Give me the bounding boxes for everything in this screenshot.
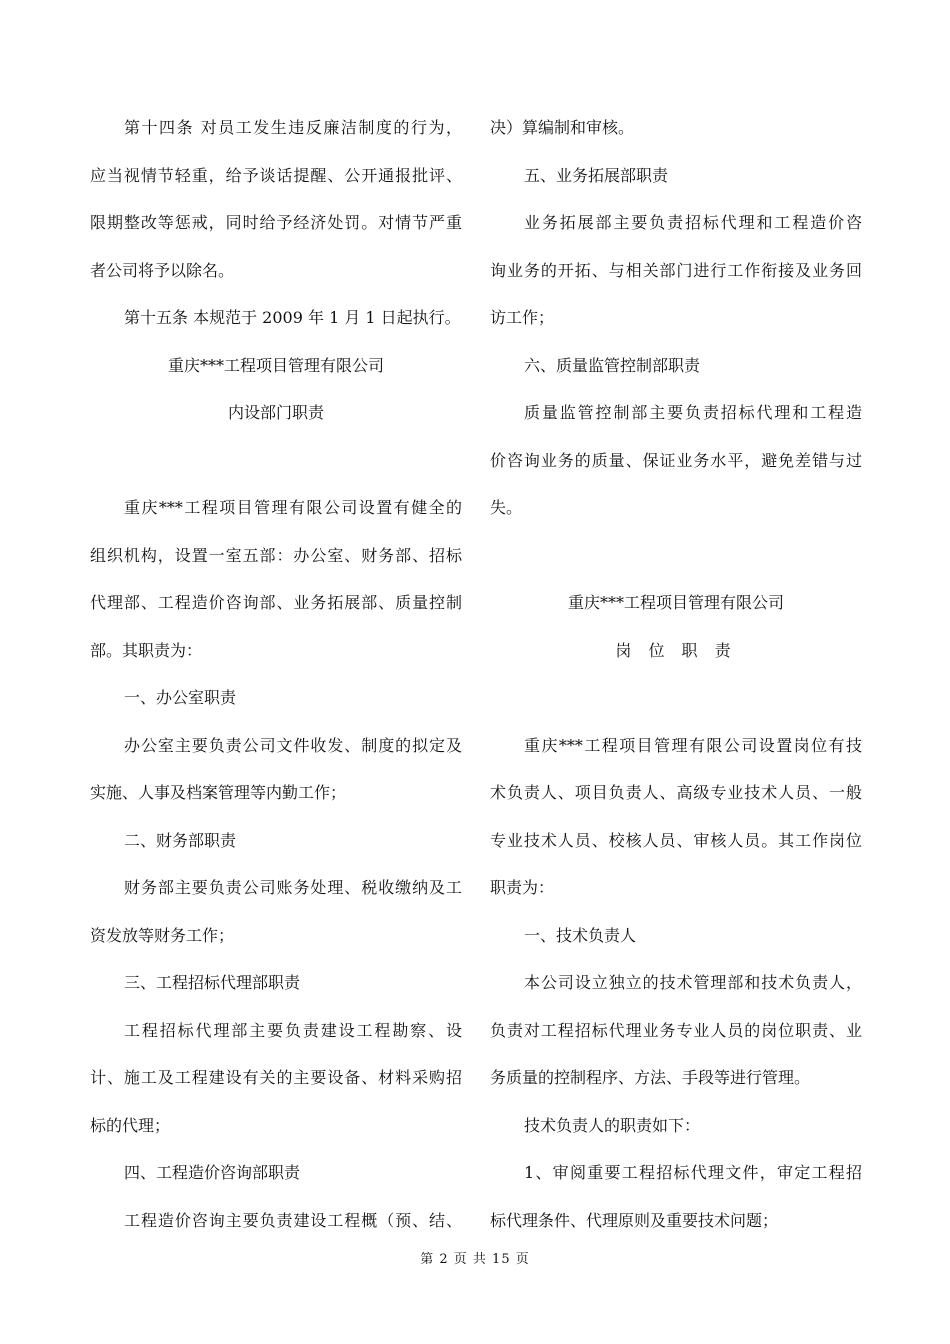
office-duties-title: 一、办公室职责	[124, 688, 237, 707]
company-heading-left: 重庆***工程项目管理有限公司	[167, 355, 384, 375]
tech-lead-duties-intro: 技术负责人的职责如下：	[524, 1115, 701, 1135]
business-duties-line-2: 询业务的开拓、与相关部门进行工作衔接及业务回	[490, 260, 862, 280]
business-duties-line-1: 业务拓展部主要负责招标代理和工程造价咨	[524, 213, 862, 232]
quality-duties-line-3: 失。	[490, 498, 523, 517]
tech-lead-line-1: 本公司设立独立的技术管理部和技术负责人，	[524, 973, 862, 992]
bidding-duties-line-1: 工程招标代理部主要负责建设工程勘察、设	[124, 1020, 462, 1040]
quality-duties-line-2: 价咨询业务的质量、保证业务水平，避免差错与过	[490, 450, 862, 470]
cost-duties-line-1: 工程造价咨询主要负责建设工程概（预、结、	[124, 1210, 462, 1230]
intro-line-1: 重庆***工程项目管理有限公司设置有健全的	[124, 498, 462, 517]
quality-duties-line-1: 质量监管控制部主要负责招标代理和工程造	[524, 403, 862, 422]
department-duties-heading: 内设部门职责	[227, 403, 324, 422]
article-14-line-4: 者公司将予以除名。	[90, 260, 235, 280]
posts-intro-line-4: 职责为：	[490, 878, 555, 897]
business-duties-line-3: 访工作；	[490, 308, 555, 327]
tech-lead-title: 一、技术负责人	[524, 925, 637, 945]
quality-duties-title: 六、质量监管控制部职责	[524, 355, 701, 375]
intro-line-3: 代理部、工程造价咨询部、业务拓展部、质量控制	[90, 593, 462, 612]
article-15: 第十五条 本规范于 2009 年 1 月 1 日起执行。	[124, 308, 461, 327]
office-duties-line-1: 办公室主要负责公司文件收发、制度的拟定及	[124, 735, 462, 755]
posts-intro-line-2: 术负责人、项目负责人、高级专业技术人员、一般	[490, 783, 862, 802]
bidding-duties-title: 三、工程招标代理部职责	[124, 973, 301, 992]
left-column	[90, 104, 462, 1244]
cost-duties-title: 四、工程造价咨询部职责	[124, 1163, 301, 1182]
posts-intro-line-3: 专业技术人员、校核人员、审核人员。其工作岗位	[490, 830, 862, 850]
tech-lead-line-3: 务质量的控制程序、方法、手段等进行管理。	[490, 1068, 811, 1087]
article-14-line-1: 第十四条 对员工发生违反廉洁制度的行为，	[124, 118, 462, 137]
bidding-duties-line-2: 计、施工及工程建设有关的主要设备、材料采购招	[90, 1068, 462, 1087]
finance-duties-line-2: 资发放等财务工作；	[90, 925, 235, 945]
office-duties-line-2: 实施、人事及档案管理等内勤工作；	[90, 783, 347, 802]
intro-line-2: 组织机构，设置一室五部：办公室、财务部、招标	[90, 545, 462, 565]
cost-duties-continuation: 决）算编制和审核。	[490, 118, 635, 137]
blank-line	[90, 437, 462, 485]
business-duties-title: 五、业务拓展部职责	[524, 165, 669, 185]
blank-line	[490, 532, 862, 580]
blank-line	[490, 674, 862, 722]
finance-duties-title: 二、财务部职责	[124, 830, 237, 850]
page-number-footer: 第 2 页 共 15 页	[420, 1252, 530, 1267]
article-14-line-3: 限期整改等惩戒，同时给予经济处罚。对情节严重	[90, 213, 462, 232]
posts-intro-line-1: 重庆***工程项目管理有限公司设置岗位有技	[524, 735, 862, 755]
article-14-line-2: 应当视情节轻重，给予谈话提醒、公开通报批评、	[90, 165, 462, 185]
bidding-duties-line-3: 标的代理；	[90, 1115, 171, 1135]
tech-lead-duty-1-line-1: 1、审阅重要工程招标代理文件，审定工程招	[524, 1163, 862, 1182]
intro-line-4: 部。其职责为：	[90, 640, 203, 660]
finance-duties-line-1: 财务部主要负责公司账务处理、税收缴纳及工	[124, 878, 462, 897]
tech-lead-line-2: 负责对工程招标代理业务专业人员的岗位职责、业	[490, 1020, 862, 1040]
right-column	[490, 104, 862, 1244]
post-duties-heading: 岗 位 职 责	[615, 640, 737, 660]
tech-lead-duty-1-line-2: 标代理条件、代理原则及重要技术问题；	[490, 1210, 779, 1230]
company-heading-right: 重庆***工程项目管理有限公司	[567, 593, 784, 612]
